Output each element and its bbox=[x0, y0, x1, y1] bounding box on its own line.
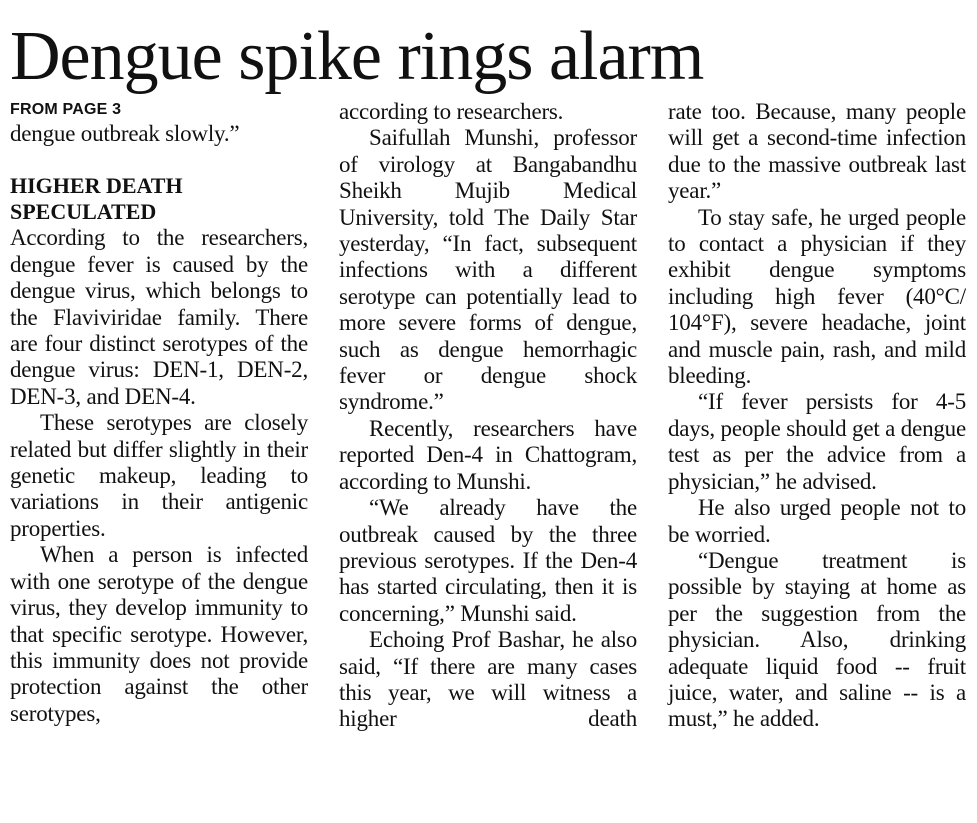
article-column-2 bbox=[339, 99, 637, 733]
article-paragraph: According to the researchers, dengue fever is caused by the dengue virus, which belongs to the Flaviviridae family. There are four distinct serotypes of the dengue virus: DEN-1, DEN-2, DEN-3, and DEN-4. bbox=[10, 225, 308, 409]
article-column-3 bbox=[668, 99, 966, 733]
article-paragraph: “Dengue treatment is possible by staying at home as per the suggestion from the physician. Also, drinking adequate liquid food -- fruit juice, water, and saline -- is a must,” he added. bbox=[668, 547, 966, 732]
article-paragraph: Saifullah Munshi, professor of virology at Bangabandhu Sheikh Mujib Medical University, told The Daily Star yesterday, “In fact, subsequent infections with a different serotype can potentially lead to more severe forms of dengue, such as dengue hemorrhagic fever or dengue shock syndrome.” bbox=[339, 125, 637, 415]
column-continuation-text: according to researchers. bbox=[339, 99, 564, 124]
article-paragraph: To stay safe, he urged people to contact a physician if they exhibit dengue symptoms including high fever (40°C/ 104°F), severe headache, joint and muscle pain, rash, and mild bleeding. bbox=[668, 204, 966, 389]
column-continuation-text: rate too. Because, many people will get a second-time infection due to the massive outbreak last year.” bbox=[668, 99, 966, 204]
article-paragraph: “If fever persists for 4-5 days, people should get a dengue test as per the advice from a physician,” he advised. bbox=[668, 389, 966, 494]
section-subhead: HIGHER DEATH SPECULATED bbox=[10, 173, 183, 225]
article-paragraph: He also urged people not to be worried. bbox=[668, 495, 966, 547]
article-column-1 bbox=[10, 99, 308, 727]
article-paragraph: When a person is infected with one serotype of the dengue virus, they develop immunity to that specific serotype. However, this immunity does not provide protection against the other serotypes, bbox=[10, 542, 308, 726]
lead-continuation-text: dengue outbreak slowly.” bbox=[10, 121, 240, 146]
article-paragraph: Recently, researchers have reported Den-4 in Chattogram, according to Munshi. bbox=[339, 415, 637, 494]
continued-from-label: FROM PAGE 3 bbox=[10, 101, 122, 118]
article-paragraph: “We already have the outbreak caused by the three previous serotypes. If the Den-4 has started circulating, then it is concerning,” Munshi said. bbox=[339, 495, 637, 626]
headline: Dengue spike rings alarm bbox=[10, 18, 704, 95]
article-paragraph: These serotypes are closely related but differ slightly in their genetic makeup, leading to variations in their antigenic properties. bbox=[10, 410, 308, 541]
article-paragraph: Echoing Prof Bashar, he also said, “If there are many cases this year, we will witness a higher death bbox=[339, 627, 637, 732]
